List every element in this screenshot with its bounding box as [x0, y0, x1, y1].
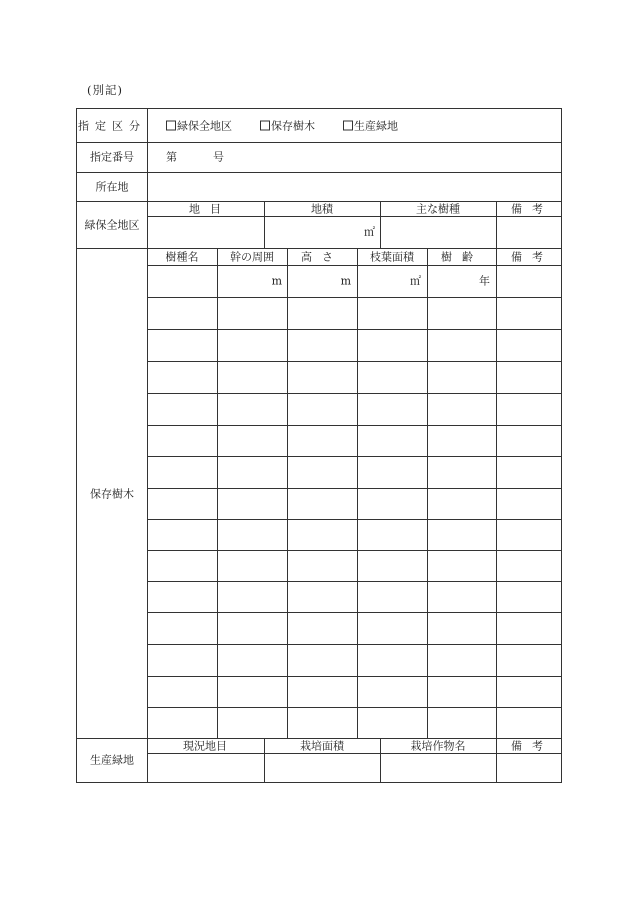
- green-zone-header-tree-species: 主な樹種: [416, 202, 460, 216]
- option-production-green[interactable]: [343, 121, 398, 132]
- checkbox-icon[interactable]: [343, 121, 353, 131]
- trees-header-trunk-girth: 幹の周囲: [230, 250, 274, 264]
- production-green-label: 生産緑地: [90, 753, 134, 767]
- production-header-remarks: 備考: [511, 739, 553, 753]
- location-label: 所在地: [95, 180, 129, 194]
- designation-number-suffix: 号: [213, 150, 224, 164]
- checkbox-icon[interactable]: [260, 121, 270, 131]
- checkbox-icon[interactable]: [166, 121, 176, 131]
- trees-unit-height: m: [340, 274, 351, 288]
- designation-number-label: 指定番号: [90, 150, 134, 164]
- trees-header-height: 高さ: [301, 250, 343, 264]
- green-zone-header-land-category: 地目: [189, 202, 231, 216]
- protected-trees-label: 保存樹木: [90, 487, 134, 501]
- trees-unit-age: 年: [479, 274, 490, 288]
- option-protected-tree[interactable]: [260, 121, 315, 132]
- green-zone-label: 緑保全地区: [84, 218, 140, 232]
- production-header-cultivated-area: 栽培面積: [300, 739, 344, 753]
- option-green-zone-label: 緑保全地区: [177, 119, 232, 133]
- option-protected-tree-label: 保存樹木: [271, 119, 315, 133]
- green-zone-area-unit: ㎡: [364, 225, 375, 239]
- green-zone-header-area: 地積: [311, 202, 333, 216]
- trees-unit-foliage-area: ㎡: [410, 274, 421, 288]
- designation-type-label: 指定区分: [78, 119, 146, 133]
- green-zone-header-remarks: 備考: [511, 202, 553, 216]
- production-header-crop-name: 栽培作物名: [410, 739, 466, 753]
- designation-number-prefix: 第: [166, 150, 177, 164]
- production-header-land-category: 現況地目: [183, 739, 227, 753]
- trees-header-foliage-area: 枝葉面積: [370, 250, 414, 264]
- annex-note: (別記): [87, 83, 123, 97]
- option-production-green-label: 生産緑地: [354, 119, 398, 133]
- trees-header-species: 樹種名: [165, 250, 199, 264]
- trees-unit-girth: m: [271, 274, 282, 288]
- trees-header-remarks: 備考: [511, 250, 553, 264]
- option-green-zone[interactable]: [166, 121, 232, 132]
- trees-header-age: 樹齢: [441, 250, 483, 264]
